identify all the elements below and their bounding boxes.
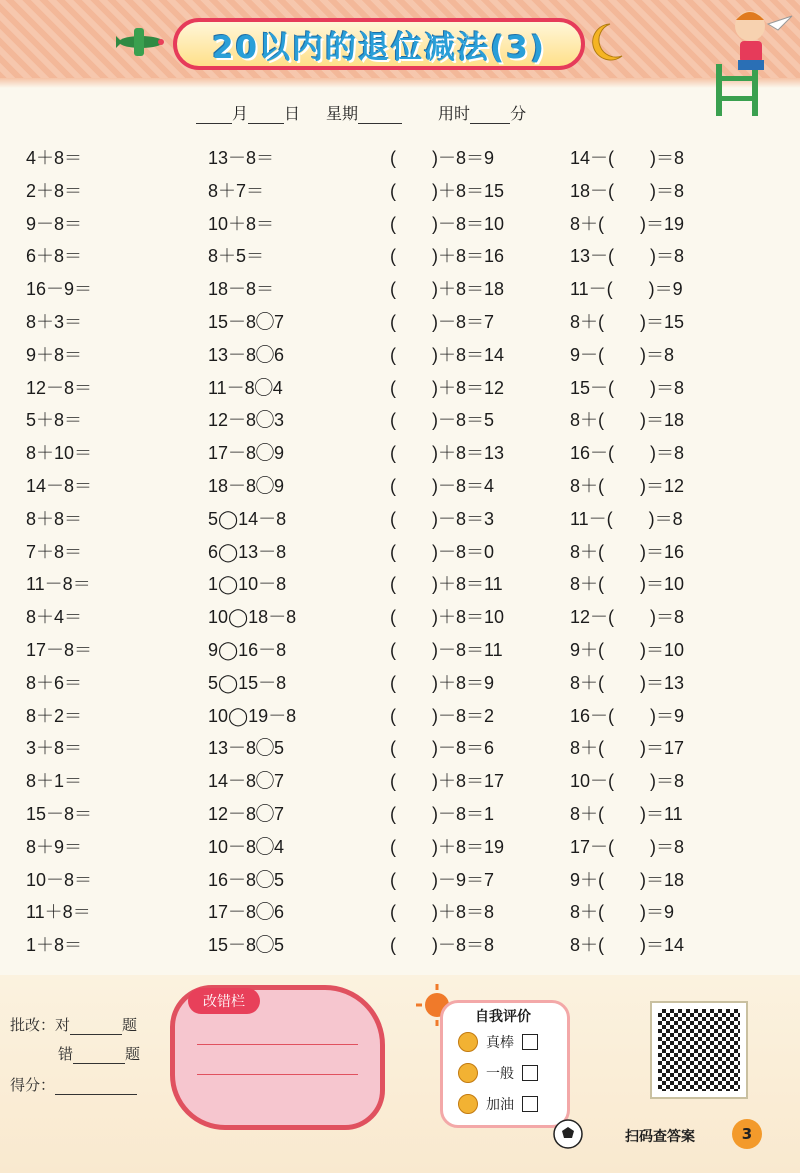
- problem-row: [0, 768, 800, 798]
- date-line: [196, 100, 616, 124]
- airplane-icon: [112, 24, 170, 60]
- problem-item[interactable]: 13－( )＝8: [570, 246, 685, 267]
- problem-item[interactable]: 13－8◯6: [208, 344, 285, 365]
- problem-item[interactable]: 8＋( )＝18: [570, 410, 685, 431]
- problem-item[interactable]: 5◯14－8: [208, 508, 287, 529]
- problem-item[interactable]: ( )＋8＝18: [390, 279, 505, 300]
- problem-item[interactable]: ( )＋8＝10: [390, 607, 505, 628]
- problem-item[interactable]: 17－8◯9: [208, 443, 285, 464]
- problem-item[interactable]: 7＋8＝: [26, 541, 83, 562]
- problem-item[interactable]: ( )＋8＝16: [390, 246, 505, 267]
- time-used-blank[interactable]: [470, 105, 510, 124]
- problem-row: [0, 899, 800, 929]
- problem-item[interactable]: 8＋9＝: [26, 836, 83, 857]
- time-used-label: 用时: [438, 104, 471, 123]
- child-on-ladder-illustration: [708, 4, 794, 116]
- problem-item[interactable]: ( )＋8＝8: [390, 902, 495, 923]
- problem-item[interactable]: ( )－8＝1: [390, 804, 495, 824]
- problem-item[interactable]: 3＋8＝: [26, 738, 83, 759]
- problem-item[interactable]: 5◯15－8: [208, 672, 287, 693]
- problem-item[interactable]: 10－8◯4: [208, 836, 285, 857]
- problem-row: [0, 145, 800, 175]
- problem-row: [0, 703, 800, 733]
- month-label: 月: [232, 104, 249, 123]
- problem-item[interactable]: 13－8◯5: [208, 738, 285, 759]
- problem-item[interactable]: 8＋( )＝19: [570, 213, 685, 234]
- problem-item[interactable]: 17－8＝: [26, 640, 93, 660]
- problem-row: [0, 801, 800, 831]
- problem-row: [0, 735, 800, 765]
- problem-item[interactable]: ( )－8＝8: [390, 935, 495, 956]
- page-title: 20以内的退位减法(3): [211, 29, 547, 66]
- problem-item[interactable]: 16－( )＝8: [570, 443, 685, 464]
- problem-item[interactable]: 8＋( )＝11: [570, 804, 683, 824]
- problem-item[interactable]: 10－8＝: [26, 869, 93, 890]
- problem-item[interactable]: 8＋( )＝13: [570, 672, 685, 693]
- problem-item[interactable]: 14－( )＝8: [570, 148, 685, 168]
- grading-correct-line: [10, 1014, 137, 1035]
- problem-item[interactable]: 11＋8＝: [26, 902, 91, 923]
- problem-item[interactable]: 6◯13－8: [208, 541, 287, 562]
- qr-code[interactable]: [652, 1003, 746, 1097]
- problem-item[interactable]: ( )－8＝10: [390, 213, 505, 234]
- problem-row: [0, 211, 800, 241]
- problem-item[interactable]: 8＋5＝: [208, 246, 265, 267]
- problem-row: [0, 375, 800, 405]
- correct-count-blank[interactable]: [70, 1018, 122, 1035]
- minutes-label: 分: [510, 104, 527, 123]
- problem-item[interactable]: 8＋2＝: [26, 705, 83, 726]
- problem-item[interactable]: 1＋8＝: [26, 935, 83, 956]
- problem-item[interactable]: ( )－8＝7: [390, 312, 495, 332]
- problem-item[interactable]: 12－( )＝8: [570, 607, 685, 628]
- problem-item[interactable]: ( )－8＝9: [390, 148, 495, 168]
- grading-unit-2: 题: [125, 1045, 141, 1063]
- problem-item[interactable]: 8＋1＝: [26, 771, 83, 792]
- problem-item[interactable]: 9＋( )＝18: [570, 869, 685, 890]
- problem-item[interactable]: 18－8＝: [208, 279, 275, 300]
- problem-item[interactable]: 8＋8＝: [26, 508, 83, 529]
- problem-row: [0, 440, 800, 470]
- correction-line-2: [197, 1074, 358, 1075]
- weekday-blank[interactable]: [358, 105, 402, 124]
- problem-item[interactable]: ( )＋8＝17: [390, 771, 505, 792]
- month-blank[interactable]: [196, 105, 232, 124]
- problem-item[interactable]: ( )＋8＝13: [390, 443, 505, 464]
- problem-item[interactable]: 12－8◯7: [208, 804, 285, 824]
- problem-item[interactable]: 8＋( )＝10: [570, 574, 685, 595]
- problem-item[interactable]: 18－( )＝8: [570, 180, 685, 201]
- problem-item[interactable]: ( )＋8＝11: [390, 574, 503, 595]
- qr-label: 扫码查答案: [625, 1129, 695, 1145]
- problem-item[interactable]: 17－( )＝8: [570, 836, 685, 857]
- wrong-count-blank[interactable]: [73, 1047, 125, 1064]
- problem-item[interactable]: ( )＋8＝19: [390, 836, 505, 857]
- problem-item[interactable]: 9－( )＝8: [570, 344, 675, 365]
- eval-checkbox-ok[interactable]: [522, 1065, 538, 1081]
- problem-item[interactable]: ( )＋8＝12: [390, 377, 505, 398]
- eval-checkbox-tryharder[interactable]: [522, 1096, 538, 1112]
- problem-item[interactable]: 11－( )＝8: [570, 508, 683, 529]
- problem-row: [0, 604, 800, 634]
- problem-item[interactable]: 10＋8＝: [208, 213, 275, 234]
- problem-item[interactable]: 8＋( )＝14: [570, 935, 685, 956]
- problem-item[interactable]: 11－8＝: [26, 574, 91, 595]
- problem-row: [0, 834, 800, 864]
- problem-item[interactable]: 9◯16－8: [208, 640, 287, 660]
- problem-item[interactable]: 15－8◯7: [208, 312, 285, 332]
- problem-row: [0, 342, 800, 372]
- problem-item[interactable]: ( )－8＝2: [390, 705, 495, 726]
- problem-row: [0, 637, 800, 667]
- problem-item[interactable]: 8＋7＝: [208, 180, 265, 201]
- problem-item[interactable]: ( )－8＝0: [390, 541, 495, 562]
- cheer-face-icon: [458, 1094, 478, 1114]
- problem-item[interactable]: ( )＋8＝15: [390, 180, 505, 201]
- problem-item[interactable]: 8＋10＝: [26, 443, 93, 464]
- problem-item[interactable]: 9＋8＝: [26, 344, 83, 365]
- grading-unit-1: 题: [122, 1016, 138, 1034]
- problem-item[interactable]: 16－( )＝9: [570, 705, 685, 726]
- problem-item[interactable]: ( )－8＝4: [390, 476, 495, 496]
- problem-item[interactable]: 13－8＝: [208, 148, 275, 168]
- problem-item[interactable]: 12－8＝: [26, 377, 93, 398]
- smiley-icon: [458, 1032, 478, 1052]
- grading-label: 批改：: [10, 1016, 56, 1034]
- eval-item-ok[interactable]: [458, 1063, 538, 1083]
- eval-item-great[interactable]: [458, 1032, 538, 1052]
- problem-item[interactable]: 9＋( )＝10: [570, 640, 685, 660]
- problem-item[interactable]: 14－8＝: [26, 476, 93, 496]
- problem-item[interactable]: ( )－8＝11: [390, 640, 503, 660]
- day-label: 日: [284, 104, 301, 123]
- problem-row: [0, 670, 800, 700]
- eval-label-tryharder: 加油: [486, 1097, 514, 1113]
- problem-item[interactable]: ( )－9＝7: [390, 869, 495, 890]
- problem-item[interactable]: 10◯19－8: [208, 705, 297, 726]
- neutral-face-icon: [458, 1063, 478, 1083]
- eval-item-tryharder[interactable]: [458, 1094, 538, 1114]
- problem-row: [0, 276, 800, 306]
- problem-item[interactable]: 8＋( )＝15: [570, 312, 685, 332]
- correction-label: 改错栏: [188, 988, 260, 1014]
- problem-item[interactable]: 12－8◯3: [208, 410, 285, 431]
- moon-icon: [588, 22, 624, 62]
- problem-item[interactable]: 10◯18－8: [208, 607, 297, 628]
- problem-item[interactable]: 17－8◯6: [208, 902, 285, 923]
- problem-item[interactable]: 8＋4＝: [26, 607, 83, 628]
- grading-wrong-label: 错: [58, 1045, 74, 1063]
- problem-row: [0, 407, 800, 437]
- problem-item[interactable]: 18－8◯9: [208, 476, 285, 496]
- problem-item[interactable]: ( )－8＝5: [390, 410, 495, 431]
- problem-item[interactable]: 16－9＝: [26, 279, 93, 300]
- page-title-banner: [173, 18, 585, 70]
- problem-item[interactable]: 16－8◯5: [208, 869, 285, 890]
- problem-item[interactable]: 2＋8＝: [26, 180, 83, 201]
- problem-item[interactable]: 8＋( )＝16: [570, 541, 685, 562]
- problem-item[interactable]: 5＋8＝: [26, 410, 83, 431]
- problem-row: [0, 932, 800, 962]
- problem-item[interactable]: 8＋( )＝12: [570, 476, 685, 496]
- problem-row: [0, 473, 800, 503]
- problem-row: [0, 243, 800, 273]
- soccer-ball-icon: [552, 1118, 584, 1150]
- problem-item[interactable]: 1◯10－8: [208, 574, 287, 595]
- score-blank[interactable]: [55, 1078, 137, 1095]
- eval-checkbox-great[interactable]: [522, 1034, 538, 1050]
- problem-item[interactable]: ( )－8＝6: [390, 738, 495, 759]
- problem-row: [0, 178, 800, 208]
- problem-item[interactable]: ( )－8＝3: [390, 508, 495, 529]
- problem-item[interactable]: 11－( )＝9: [570, 279, 683, 300]
- problem-item[interactable]: 8＋3＝: [26, 312, 83, 332]
- eval-label-great: 真棒: [486, 1035, 514, 1051]
- problem-item[interactable]: 14－8◯7: [208, 771, 285, 792]
- problem-item[interactable]: ( )＋8＝14: [390, 344, 505, 365]
- weekday-label: 星期: [326, 104, 359, 123]
- score-line: [10, 1074, 137, 1095]
- problem-item[interactable]: 15－8◯5: [208, 935, 285, 956]
- problem-row: [0, 539, 800, 569]
- problem-item[interactable]: 10－( )＝8: [570, 771, 685, 792]
- problem-item[interactable]: 6＋8＝: [26, 246, 83, 267]
- correction-line-1: [197, 1044, 358, 1045]
- problem-row: [0, 309, 800, 339]
- grading-correct-label: 对: [55, 1016, 71, 1034]
- problem-item[interactable]: ( )＋8＝9: [390, 672, 495, 693]
- problem-item[interactable]: 8＋( )＝17: [570, 738, 685, 759]
- problem-item[interactable]: 8＋( )＝9: [570, 902, 675, 923]
- problem-item[interactable]: 15－8＝: [26, 804, 93, 824]
- problem-row: [0, 506, 800, 536]
- problem-item[interactable]: 11－8◯4: [208, 377, 283, 398]
- self-evaluation-title: 自我评价: [475, 1009, 531, 1025]
- problem-item[interactable]: 9－8＝: [26, 213, 83, 234]
- problem-item[interactable]: 8＋6＝: [26, 672, 83, 693]
- score-label: 得分：: [10, 1076, 56, 1094]
- grading-wrong-line: [58, 1043, 140, 1064]
- eval-label-ok: 一般: [486, 1066, 514, 1082]
- page-number: 3: [732, 1119, 762, 1149]
- problem-row: [0, 571, 800, 601]
- problem-row: [0, 867, 800, 897]
- day-blank[interactable]: [248, 105, 284, 124]
- problem-item[interactable]: 15－( )＝8: [570, 377, 685, 398]
- problem-item[interactable]: 4＋8＝: [26, 148, 83, 168]
